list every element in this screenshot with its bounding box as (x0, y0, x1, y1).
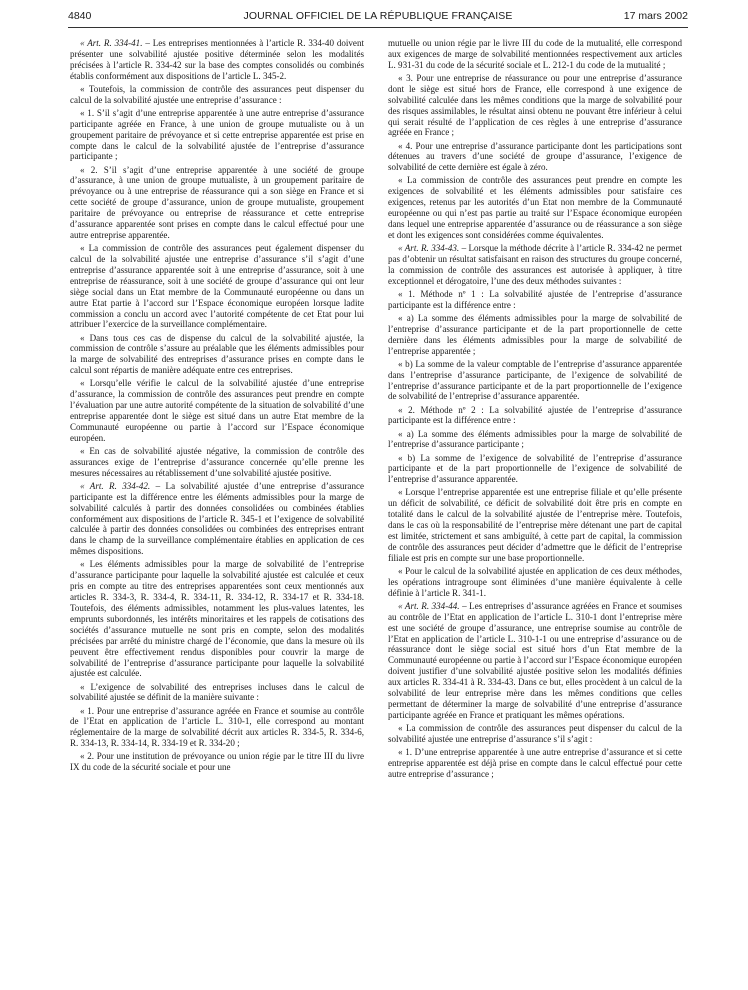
paragraph-text: « La commission de contrôle des assurances peut également dispenser du calcul de la solvabilité ajustée une entreprise d’assurance s’il s’agit d’une entreprise d’assurance apparentée soit à une entreprise d’assurance, soit à une entreprise de réassurance, soit à une société de groupe d’assurance qui ont leur siège social dans un Etat membre de la Communauté européenne ou dans un autre Etat partie à l’accord sur l’Espace économique européen lorsque ladite commission a conclu un accord avec l’autorité compétente de cet Etat pour lui attribuer l’exercice de la surveillance complémentaire. (70, 243, 364, 330)
journal-title: JOURNAL OFFICIEL DE LA RÉPUBLIQUE FRANÇAISE (243, 10, 513, 22)
paragraph (388, 723, 682, 745)
paragraph (70, 706, 364, 750)
paragraph-text: « Dans tous ces cas de dispense du calcul de la solvabilité ajustée, la commission de contrôle s’assure au préalable que les éléments admissibles pour la marge de solvabilité des entreprises d’assurance prises en compte dans le calcul sont répartis de manière adéquate entre ces entreprises. (70, 332, 364, 376)
article-reference: « Art. R. 334-42. (80, 480, 151, 491)
article-reference: « Art. R. 334-43. (398, 243, 460, 254)
paragraph (388, 453, 682, 486)
paragraph-text: – Les entreprises d’assurance agréées en France et soumises au contrôle de l’Etat en application de l’article L. 310-1 dont l’entreprise mère est une société de groupe d’assurance, une entreprise soumise au contrôle de l’Etat en application de l’article L. 310-1-1 ou une entreprise d’assurance ou de réassurance dont le siège social est situé hors d’un Etat membre de la Communauté européenne ou partie à l’accord sur l’Espace économique européen doivent justifier d’une solvabilité ajustée positive selon les modalités définies aux articles R. 334-41 à R. 334-43. Dans ce but, elles procèdent à un calcul de la solvabilité de leur entreprise mère dans les mêmes conditions que celles permettant de déterminer la marge de solvabilité d’une entreprise d’assurance participante agréée en France et pratiquant les mêmes opérations. (388, 600, 682, 720)
paragraph (388, 405, 682, 427)
paragraph-text: « a) La somme des éléments admissibles pour la marge de solvabilité de l’entreprise d’assurance participante et de la part proportionnelle de cette dernière dans les éléments admissibles pour la marge de solvabilité de l’entreprise apparentée ; (388, 312, 682, 356)
paragraph (388, 601, 682, 721)
paragraph (70, 751, 364, 773)
paragraph (388, 243, 682, 287)
article-reference: « Art. R. 334-41. (80, 38, 143, 48)
paragraph (388, 747, 682, 780)
page-number: 4840 (68, 10, 92, 22)
paragraph-text: « Toutefois, la commission de contrôle des assurances peut dispenser du calcul de la solvabilité ajustée une entreprise d’assurance : (70, 83, 364, 105)
paragraph-text: « Pour le calcul de la solvabilité ajustée en application de ces deux méthodes, les opérations intragroupe sont éliminées d’une manière équivalente à celle définie à l’article R. 341-1. (388, 565, 682, 598)
paragraph (70, 165, 364, 241)
left-column (70, 38, 364, 775)
paragraph-text: « 2. Méthode nº 2 : La solvabilité ajustée de l’entreprise d’assurance participante est la différence entre : (388, 404, 682, 426)
paragraph (388, 141, 682, 174)
paragraph-text: « 2. Pour une institution de prévoyance ou union régie par le titre III du livre IX du code de la sécurité sociale et pour une (70, 751, 364, 773)
paragraph-text: « 2. S’il s’agit d’une entreprise apparentée à une société de groupe d’assurance, à une union de groupe mutualiste, à un groupement paritaire de prévoyance ou à une entreprise de réassurance qui a son siège en France et si cette société de groupe d’assurance, union de groupe mutualiste, groupement paritaire de prévoyance ou entreprise de réassurance et cette entreprise d’assurance apparentée sont prises en compte dans le calcul effectué pour une autre entreprise apparentée. (70, 164, 364, 240)
right-column (388, 38, 682, 782)
paragraph-text: « L’exigence de solvabilité des entreprises incluses dans le calcul de solvabilité ajustée se définit de la manière suivante : (70, 681, 364, 703)
paragraph-text: « 1. Pour une entreprise d’assurance agréée en France et soumise au contrôle de l’Etat en application de l’article L. 310-1, elle correspond au montant réglementaire de la marge de solvabilité décrit aux articles R. 334-5, R. 334-6, R. 334-13, R. 334-14, R. 334-19 et R. 334-20 ; (70, 705, 364, 749)
paragraph-text: « Lorsque l’entreprise apparentée est une entreprise filiale et qu’elle présente un déficit de solvabilité, ce déficit de solvabilité doit être pris en compte en totalité dans le calcul de la solvabilité ajustée de l’entreprise mère. Toutefois, dans le cas où la responsabilité de l’entreprise mère détenant une part de capital est limitée, strictement et sans ambiguïté, à cette part de capital, la commission de contrôle des assurances peut décider d’admettre que le déficit de l’entreprise filiale est pris en compte sur une base proportionnelle. (388, 487, 682, 563)
paragraph (70, 243, 364, 330)
paragraph (388, 73, 682, 138)
paragraph (70, 333, 364, 377)
paragraph-text: « 3. Pour une entreprise de réassurance ou pour une entreprise d’assurance dont le siège est situé hors de France, elle correspond à une exigence de solvabilité calculée dans les mêmes conditions que la marge de solvabilité pour des risques assimilables, le résultat ainsi obtenu ne pouvant être inférieur à celui qui serait résulté de l’application de ces règles à une entreprise d’assurance agréée en France ; (388, 72, 682, 138)
paragraph-text: – La solvabilité ajustée d’une entreprise d’assurance participante est la différence entre les éléments admissibles pour la marge de solvabilité calculés à partir des données consolidées ou combinées établies conformément aux dispositions de l’article R. 345-1 et l’exigence de solvabilité calculée à partir des données consolidées ou combinées des entreprises entrant dans le champ de la surveillance complémentaire établies en application de ces mêmes dispositions. (70, 480, 364, 557)
paragraph (70, 559, 364, 679)
paragraph (70, 84, 364, 106)
paragraph (388, 487, 682, 563)
paragraph-text: « Lorsqu’elle vérifie le calcul de la solvabilité ajustée d’une entreprise d’assurance, la commission de contrôle des assurances peut prendre en compte l’évaluation par une autre autorité compétente de la situation de solvabilité d’une entreprise apparentée dont le siège est situé dans un autre Etat membre de la Communauté européenne ou partie à l’accord sur l’Espace économique européen. (70, 378, 364, 443)
paragraph-text: « Les éléments admissibles pour la marge de solvabilité de l’entreprise d’assurance participante pour laquelle la solvabilité ajustée est calculée et ceux pris en compte au titre des entreprises apparentées sont ceux mentionnés aux articles R. 334-3, R. 334-4, R. 334-11, R. 334-12, R. 334-17 et R. 334-18. Toutefois, des éléments admissibles, notamment les plus-values latentes, les emprunts subordonnés, les intérêts minoritaires et les rappels de cotisations des sociétés d’assurance mutuelle ne sont pris en compte, selon des modalités précisées par arrêté du ministre chargé de l’économie, que dans la mesure où ils peuvent être effectivement rendus disponibles pour couvrir la marge de solvabilité de l’entreprise d’assurance participante pour laquelle la solvabilité ajustée est calculée. (70, 559, 364, 679)
paragraph-text: « 1. D’une entreprise apparentée à une autre entreprise d’assurance et si cette entreprise apparentée est déjà prise en compte dans le calcul effectué pour cette autre entreprise d’assurance ; (388, 747, 682, 779)
running-header (68, 10, 688, 28)
paragraph-text: « a) La somme des éléments admissibles pour la marge de solvabilité de l’entreprise d’assurance participante ; (388, 428, 682, 450)
paragraph-text: « b) La somme de l’exigence de solvabilité de l’entreprise d’assurance participante et de la part proportionnelle de l’exigence de solvabilité de l’entreprise d’assurance apparentée. (388, 452, 682, 485)
paragraph (70, 38, 364, 82)
paragraph (70, 481, 364, 557)
paragraph-text: « La commission de contrôle des assurances peut prendre en compte les exigences de solvabilité et les éléments admissibles pour satisfaire ces exigences, retenus par les autorités d’un Etat non membre de la Communauté européenne ou qui n’est pas partie au traité sur l’Espace économique européen dans lequel une entreprise apparentée d’assurance ou de réassurance a son siège et dont les exigences sont considérées comme équivalentes. (388, 175, 682, 240)
paragraph (388, 566, 682, 599)
paragraph (388, 175, 682, 240)
publication-date: 17 mars 2002 (623, 10, 688, 22)
paragraph (70, 682, 364, 704)
paragraph-text: « 1. S’il s’agit d’une entreprise apparentée à une autre entreprise d’assurance participante agréée en France, à une union de groupe mutualiste ou à un groupement paritaire de prévoyance et si cette entreprise apparentée est prise en compte dans le calcul de la solvabilité ajustée de l’entreprise d’assurance participante ; (70, 107, 364, 162)
paragraph (70, 446, 364, 479)
paragraph-text: « 1. Méthode nº 1 : La solvabilité ajustée de l’entreprise d’assurance participante est la différence entre : (388, 288, 682, 310)
paragraph (388, 429, 682, 451)
paragraph (388, 289, 682, 311)
paragraph (70, 378, 364, 443)
paragraph-text: « 4. Pour une entreprise d’assurance participante dont les participations sont détenues au travers d’une société de groupe d’assurance, l’exigence de solvabilité de cette dernière est égale à zéro. (388, 140, 682, 173)
paragraph-text: – Lorsque la méthode décrite à l’article R. 334-42 ne permet pas d’obtenir un résultat satisfaisant en raison des structures du groupe concerné, la commission de contrôle des assurances est autorisée à appliquer, à titre exceptionnel et dérogatoire, l’une des deux méthodes suivantes : (388, 243, 682, 286)
paragraph-text: – Les entreprises mentionnées à l’article R. 334-40 doivent présenter une solvabilité ajustée positive déterminée selon les modalités précisées à l’article R. 334-42 sur la base des comptes consolidés ou combinés établis conformément aux dispositions de l’article L. 345-2. (70, 38, 364, 81)
article-reference: « Art. R. 334-44. (398, 600, 460, 611)
paragraph-text: « b) La somme de la valeur comptable de l’entreprise d’assurance apparentée dans l’entreprise d’assurance participante, de l’exigence de solvabilité de l’entreprise d’assurance participante et de la part proportionnelle de l’exigence de solvabilité de l’entreprise d’assurance apparentée. (388, 358, 682, 402)
paragraph-text: « La commission de contrôle des assurances peut dispenser du calcul de la solvabilité ajustée une entreprise d’assurance s’il s’agit : (388, 723, 682, 744)
paragraph (388, 359, 682, 403)
paragraph (388, 313, 682, 357)
paragraph-text: mutuelle ou union régie par le livre III du code de la mutualité, elle correspond aux exigences de marge de solvabilité mentionnées respectivement aux articles L. 931-31 du code de la sécurité sociale et L. 212-1 du code de la mutualité ; (388, 38, 682, 70)
paragraph-text: « En cas de solvabilité ajustée négative, la commission de contrôle des assurances exige de l’entreprise d’assurance concernée qu’elle prenne les mesures nécessaires au rétablissement d’une solvabilité ajustée positive. (70, 445, 364, 478)
header-rule (68, 27, 688, 28)
paragraph (70, 108, 364, 163)
paragraph (388, 38, 682, 71)
